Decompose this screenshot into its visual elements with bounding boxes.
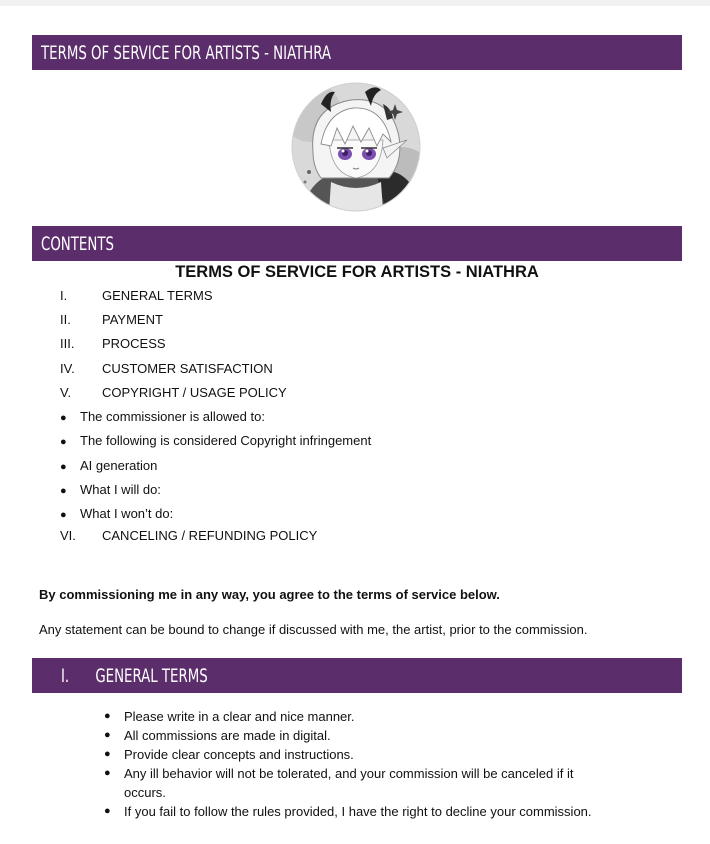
toc-label: COPYRIGHT / USAGE POLICY (102, 385, 287, 400)
general-terms-heading: GENERAL TERMS (95, 664, 208, 687)
toc-sub-label: The commissioner is allowed to: (80, 409, 265, 424)
toc-label: CUSTOMER SATISFACTION (102, 361, 273, 376)
section-number: I. (61, 664, 70, 687)
toc-item-canceling-refunding-policy[interactable] (60, 528, 317, 543)
bullet-icon: ● (104, 748, 111, 760)
toc-subitem-what-i-wont-do[interactable] (60, 506, 173, 521)
list-item (104, 745, 624, 764)
toc-item-payment[interactable] (60, 312, 163, 327)
toc-label: PROCESS (102, 336, 166, 351)
toc-sub-label: AI generation (80, 458, 158, 473)
toc-label: CANCELING / REFUNDING POLICY (102, 528, 318, 543)
bullet-icon: ● (60, 461, 67, 473)
toc-number: IV. (60, 361, 75, 376)
page-top-edge (0, 0, 710, 6)
toc-sub-label: The following is considered Copyright infringement (80, 433, 372, 448)
title-banner-text: TERMS OF SERVICE FOR ARTISTS - NIATHRA (41, 41, 331, 64)
list-item (104, 726, 624, 745)
bullet-icon: ● (104, 767, 111, 779)
toc-item-copyright-usage-policy[interactable] (60, 385, 287, 400)
toc-sub-label: What I won’t do: (80, 506, 174, 521)
toc-number: I. (60, 288, 68, 303)
toc-item-process[interactable] (60, 336, 166, 351)
contents-banner (32, 226, 682, 261)
general-terms-banner (32, 658, 682, 693)
bullet-icon: ● (104, 710, 111, 722)
general-terms-list (104, 707, 624, 821)
contents-heading: CONTENTS (41, 232, 114, 255)
bullet-icon: ● (60, 436, 67, 448)
avatar-image (291, 82, 421, 212)
list-item (104, 802, 624, 821)
change-statement: Any statement can be bound to change if discussed with me, the artist, prior to the commission. (39, 622, 588, 637)
list-item-text: Please write in a clear and nice manner. (124, 709, 355, 724)
toc-number: VI. (60, 528, 76, 543)
title-banner (32, 35, 682, 70)
toc-item-general-terms[interactable] (60, 288, 213, 303)
list-item-text: All commissions are made in digital. (124, 728, 331, 743)
toc-number: II. (60, 312, 71, 327)
bullet-icon: ● (60, 485, 67, 497)
toc-number: III. (60, 336, 75, 351)
toc-label: PAYMENT (102, 312, 163, 327)
toc-item-customer-satisfaction[interactable] (60, 361, 273, 376)
general-terms-heading-wrap (61, 665, 208, 687)
bullet-icon: ● (104, 805, 111, 817)
list-item-text: Any ill behavior will not be tolerated, and your commission will be canceled if it occurs. (124, 766, 574, 800)
document-title: TERMS OF SERVICE FOR ARTISTS - NIATHRA (175, 263, 539, 281)
list-item-text: Provide clear concepts and instructions. (124, 747, 354, 762)
agreement-statement: By commissioning me in any way, you agree to the terms of service below. (39, 587, 500, 602)
toc-subitem-copyright-infringement[interactable] (60, 433, 371, 448)
bullet-icon: ● (60, 509, 67, 521)
list-item (104, 764, 604, 802)
toc-subitem-what-i-will-do[interactable] (60, 482, 161, 497)
toc-subitem-ai-generation[interactable] (60, 458, 157, 473)
toc-label: GENERAL TERMS (102, 288, 213, 303)
bullet-icon: ● (104, 729, 111, 741)
bullet-icon: ● (60, 412, 67, 424)
toc-sub-label: What I will do: (80, 482, 161, 497)
toc-number: V. (60, 385, 72, 400)
list-item-text: If you fail to follow the rules provided, I have the right to decline your commission. (124, 804, 592, 819)
toc-subitem-commissioner-allowed[interactable] (60, 409, 265, 424)
list-item (104, 707, 624, 726)
